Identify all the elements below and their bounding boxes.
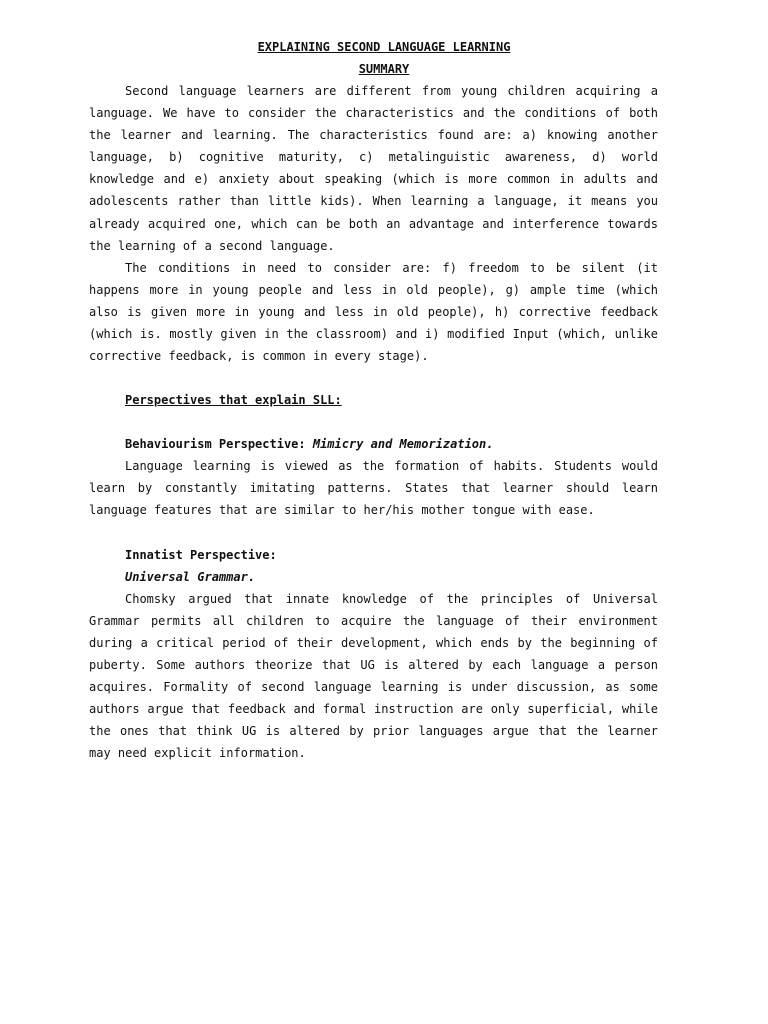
intro-paragraph: Second language learners are different from young children acquiring a language. We have to consider the characteristics and the conditions of both the learner and learning. The characteristics found are: a) knowing another language, b) cognitive maturity, c) metalinguistic awareness, d) world knowledge and e) anxiety about speaking (which is more common in adults and adolescents rather than little kids). When learning a language, it means you already acquired one, which can be both an advantage and interference towards the learning of a second language. bbox=[89, 84, 658, 253]
conditions-paragraph: The conditions in need to consider are: f) freedom to be silent (it happens more in young people and less in old people), g) ample time (which also is given more in young and less in old people), h) corrective feedback (which is. mostly given in the classroom) and i) modified Input (which, unlike corrective feedback, is common in every stage). bbox=[89, 260, 658, 364]
innatist-heading: Innatist Perspective: bbox=[125, 547, 277, 562]
behaviourism-label: Behaviourism Perspective: bbox=[125, 437, 306, 452]
innatist-subtitle: Universal Grammar. bbox=[125, 569, 256, 584]
perspectives-heading: Perspectives that explain SLL: bbox=[125, 393, 342, 408]
spacer bbox=[89, 411, 658, 433]
behaviourism-heading bbox=[89, 433, 658, 455]
document-title: EXPLAINING SECOND LANGUAGE LEARNING bbox=[257, 40, 511, 54]
behaviourism-paragraph: Language learning is viewed as the formation of habits. Students would learn by constantly imitating patterns. States that learner should learn language features that are similar to her/his mother tongue with ease. bbox=[89, 459, 658, 518]
document-subtitle: SUMMARY bbox=[358, 62, 410, 76]
innatist-paragraph: Chomsky argued that innate knowledge of the principles of Universal Grammar permits all children to acquire the language of their environment during a critical period of their development, which ends by the beginning of puberty. Some authors theorize that UG is altered by each language a person acquires. Formality of second language learning is under discussion, as some authors argue that feedback and formal instruction are only superficial, while the ones that think UG is altered by prior languages argue that the learner may need explicit information. bbox=[89, 591, 658, 761]
behaviourism-subtitle: Mimicry and Memorization. bbox=[312, 437, 494, 452]
spacer bbox=[89, 367, 658, 389]
spacer bbox=[89, 522, 658, 544]
